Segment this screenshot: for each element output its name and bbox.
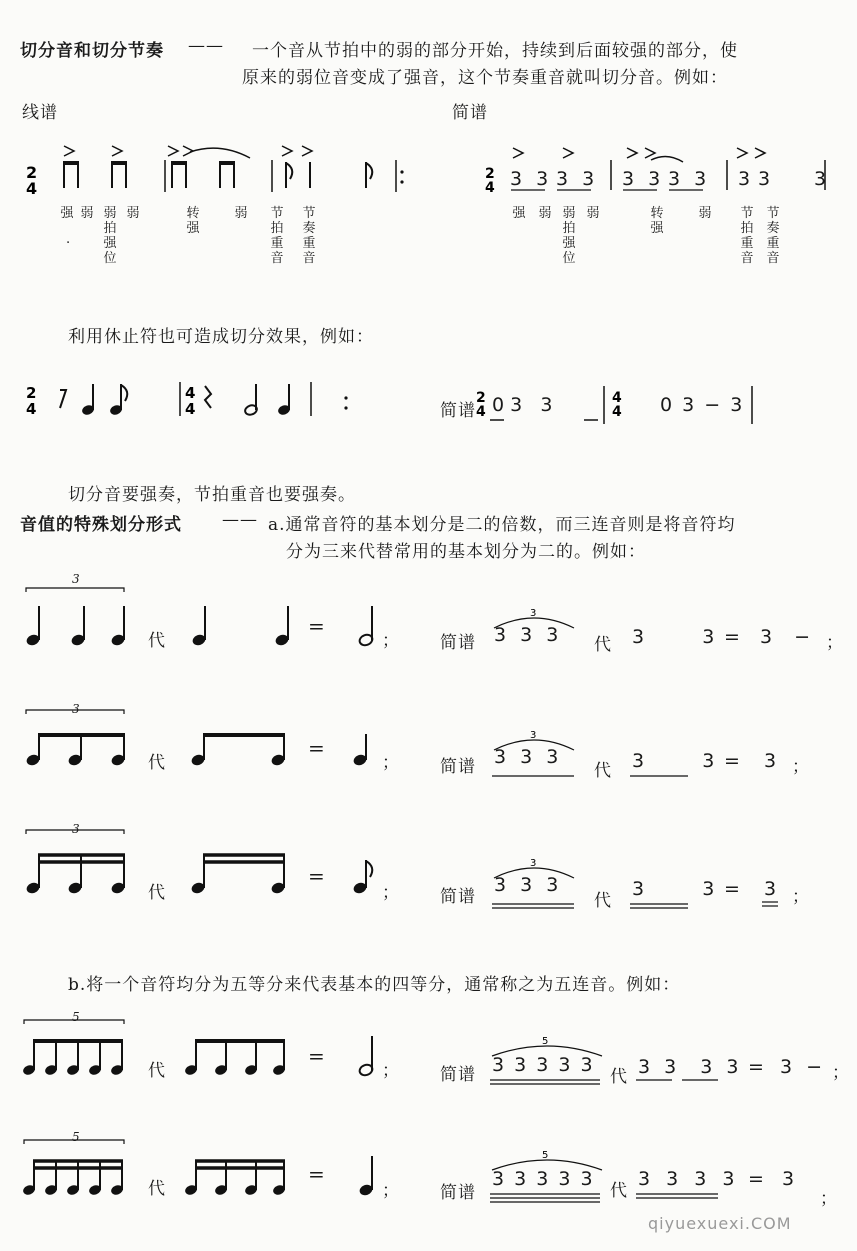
semicolon-jianpu: ；	[826, 633, 844, 653]
triplet-row1-jianpu-left: 3 3 3	[494, 624, 563, 646]
q-semicolon-2: ；	[382, 1181, 400, 1201]
q-replace-word: 代	[148, 1061, 166, 1081]
replace-word-2: 代	[148, 753, 166, 773]
syncopation-def-line1: 一个音从节拍中的弱的部分开始，持续到后面较强的部分，使	[252, 41, 738, 61]
svg-text:4: 4	[485, 180, 495, 196]
semicolon-2: ；	[382, 753, 400, 773]
equals-sign-3: =	[308, 864, 326, 888]
quintuplet-row2-staff	[20, 1128, 440, 1208]
semicolon-jianpu-2: ；	[792, 757, 810, 777]
jianpu-triplet-number: 3	[530, 608, 537, 619]
quintuplet-row1-staff	[20, 1008, 440, 1088]
q-semicolon-jianpu-2: ；	[820, 1189, 838, 1209]
q-semicolon: ；	[382, 1061, 400, 1081]
jianpu-triplet-number-2: 3	[530, 730, 537, 741]
triplet-row2-jianpu-left: 3 3 3	[494, 746, 563, 768]
annotation-metric-accent: 节 拍 重 音	[270, 206, 284, 266]
q-semicolon-jianpu: ；	[832, 1063, 850, 1083]
triplet-row2-staff	[20, 696, 440, 776]
equals-sign-jianpu: =	[724, 626, 740, 648]
q-equals-sign-jianpu: =	[748, 1056, 764, 1078]
rest-jianpu-prefix: 简谱	[440, 401, 476, 421]
jianpu-quintuplet-number-2: 5	[542, 1150, 549, 1161]
jianpu-note-group-3: 3 3	[622, 168, 665, 190]
rest-syncopation-intro: 利用休止符也可造成切分效果，例如：	[68, 327, 374, 347]
replace-word-jianpu-3: 代	[594, 891, 612, 911]
annotation-weak-3: 弱	[234, 206, 248, 221]
jp-annotation-turn-strong: 转 强	[650, 206, 664, 236]
rest-jianpu-measure-1: 0 3 3	[492, 394, 553, 416]
semicolon-jianpu-3: ；	[792, 887, 810, 907]
annotation-weak: 弱	[80, 206, 94, 221]
annotation-rhythmic-accent: 节 奏 重 音	[302, 206, 316, 266]
triplet-row2-jianpu-mid: 3 3	[632, 750, 725, 772]
equals-sign-jianpu-3: =	[724, 878, 740, 900]
special-division-heading: 音值的特殊划分形式	[20, 515, 182, 535]
triplet-number: 3	[72, 572, 81, 586]
quintuplet-row2-jianpu-right: 3	[782, 1168, 795, 1190]
svg-text:4: 4	[26, 179, 38, 198]
syncopation-heading: 切分音和切分节奏	[20, 41, 164, 61]
jp-annotation-weak-2: 弱	[586, 206, 600, 221]
jianpu-note-group-4: 3 3	[668, 168, 711, 190]
quintuplet-row1-jianpu-left: 3 3 3 3 3	[492, 1054, 595, 1076]
triplet-row3-jianpu-right: 3	[764, 878, 777, 900]
quintuplet-row1-jianpu-mid: 3 3 3 3	[638, 1056, 743, 1078]
triplet-row1-jianpu-mid: 3 3	[632, 626, 725, 648]
jianpu-prefix-2: 简谱	[440, 757, 476, 777]
q-equals-sign: =	[308, 1044, 326, 1068]
triplet-def-line2: 分为三来代替常用的基本划分为二的。例如：	[286, 542, 646, 562]
svg-text:4: 4	[185, 400, 196, 418]
replace-word-jianpu: 代	[594, 635, 612, 655]
jianpu-triplet-number-3: 3	[530, 858, 537, 869]
triplet-row1-jianpu-right: 3 −	[760, 626, 819, 648]
svg-text:4: 4	[476, 404, 486, 420]
quintuplet-row2-jianpu-left: 3 3 3 3 3	[492, 1168, 595, 1190]
jianpu-note-group-1: 3 3	[510, 168, 553, 190]
jp-annotation-weak-beat-strong-position: 弱 拍 强 位	[562, 206, 576, 266]
semicolon-3: ；	[382, 883, 400, 903]
q-equals-sign-2: =	[308, 1162, 326, 1186]
svg-text:4: 4	[612, 390, 622, 406]
quintuplet-def: b.将一个音符均分为五等分来代表基本的四等分，通常称之为五连音。例如：	[68, 975, 681, 995]
annotation-turn-strong: 转 强	[186, 206, 200, 236]
replace-word-3: 代	[148, 883, 166, 903]
annotation-weak-2: 弱	[126, 206, 140, 221]
jp-annotation-strong: 强	[512, 206, 526, 221]
svg-text:4: 4	[185, 384, 196, 402]
svg-text:2: 2	[485, 166, 495, 182]
quintuplet-row1-jianpu-right: 3 −	[780, 1056, 827, 1078]
watermark: qiyuexuexi.COM	[648, 1214, 792, 1233]
jianpu-note-6: 3	[758, 168, 771, 190]
rest-jianpu-measure-2: 0 3 − 3	[660, 394, 745, 416]
replace-word: 代	[148, 631, 166, 651]
jianpu-quintuplet-number: 5	[542, 1036, 549, 1047]
jp-annotation-weak: 弱	[538, 206, 552, 221]
triplet-row3-right-underline	[762, 900, 782, 910]
rest-syncopation-staff	[20, 376, 350, 436]
q-replace-word-jianpu-2: 代	[610, 1181, 628, 1201]
q-replace-word-2: 代	[148, 1179, 166, 1199]
jianpu-label: 简谱	[452, 103, 488, 123]
svg-text:2: 2	[26, 384, 37, 402]
triplet-row1-staff	[20, 580, 440, 660]
equals-sign-jianpu-2: =	[724, 750, 740, 772]
jianpu-prefix-3: 简谱	[440, 887, 476, 907]
semicolon: ；	[382, 631, 400, 651]
q-equals-sign-jianpu-2: =	[748, 1168, 764, 1190]
jp-annotation-metric-accent: 节 拍 重 音	[740, 206, 754, 266]
svg-text:4: 4	[26, 400, 37, 418]
equals-sign: =	[308, 614, 326, 638]
triplet-row3-staff	[20, 820, 440, 900]
heading-dash: ——	[188, 36, 224, 56]
annotation-weak-beat-strong-position: 弱 拍 强 位	[103, 206, 117, 266]
q-replace-word-jianpu: 代	[610, 1067, 628, 1087]
equals-sign-2: =	[308, 736, 326, 760]
annotation-strong: 强	[60, 206, 74, 221]
jp-annotation-rhythmic-accent: 节 奏 重 音	[766, 206, 780, 266]
jianpu-note-7: 3	[814, 168, 827, 190]
triplet-def-line1: a.通常音符的基本划分是二的倍数，而三连音则是将音符均	[268, 515, 736, 535]
q-jianpu-prefix: 简谱	[440, 1065, 476, 1085]
quintuplet-number: 5	[72, 1010, 81, 1024]
svg-text:4: 4	[612, 404, 622, 420]
jianpu-note-5: 3	[738, 168, 751, 190]
accent-sentence: 切分音要强奏，节拍重音也要强奏。	[68, 485, 356, 505]
syncopation-rhythm-staff	[20, 130, 440, 210]
annotation-dot: .	[66, 232, 72, 247]
jp-annotation-weak-3: 弱	[698, 206, 712, 221]
syncopation-def-line2: 原来的弱位音变成了强音，这个节奏重音就叫切分音。例如：	[242, 68, 728, 88]
jianpu-prefix: 简谱	[440, 633, 476, 653]
triplet-row2-jianpu-right: 3	[764, 750, 777, 772]
special-division-dash: ——	[222, 510, 258, 530]
quintuplet-row2-jianpu-mid: 3 3 3 3	[638, 1168, 740, 1190]
svg-text:2: 2	[26, 163, 38, 182]
q-jianpu-prefix-2: 简谱	[440, 1183, 476, 1203]
replace-word-jianpu-2: 代	[594, 761, 612, 781]
quintuplet-number-2: 5	[72, 1130, 81, 1144]
triplet-row3-jianpu-left: 3 3 3	[494, 874, 563, 896]
staff-notation-label: 线谱	[22, 103, 58, 123]
triplet-row3-jianpu-mid: 3 3	[632, 878, 725, 900]
triplet-number-3: 3	[72, 822, 81, 836]
triplet-number-2: 3	[72, 702, 81, 716]
svg-text:2: 2	[476, 390, 486, 406]
jianpu-note-group-2: 3 3	[556, 168, 599, 190]
